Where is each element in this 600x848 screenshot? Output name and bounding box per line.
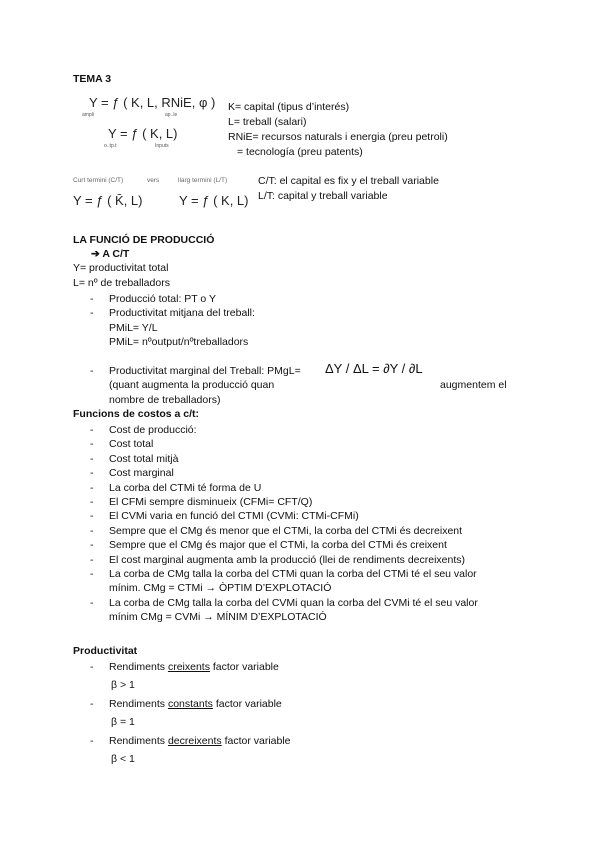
vs-label: vers: [147, 177, 160, 184]
list-item: - El CFMi sempre disminueix (CFMi= CFT/Q): [90, 495, 570, 509]
formula-input-caption: ap..le: [165, 112, 178, 118]
list-item-continuation: mínim. CMg = CTMi → ÒPTIM D’EXPLOTACIÓ: [109, 582, 332, 595]
beta-condition: β < 1: [111, 753, 135, 766]
long-term-formula: Y = ƒ ( K, L): [179, 193, 249, 208]
short-term-formula: Y = ƒ ( K̄, L): [73, 193, 143, 208]
marginal-note-line1: (quant augmenta la producció quan: [109, 379, 275, 391]
list-item: - Rendiments decreixents factor variable: [90, 734, 570, 748]
list-item: - La corba de CMg talla la corba del CVMi quan la corba del CVMi té el seu valor: [90, 596, 570, 610]
returns-key: decreixents: [167, 734, 222, 747]
short-term-note: C/T: el capital es fix y el treball variable: [258, 175, 439, 187]
list-item: - Sempre que el CMg és menor que el CTMi, la corba del CTMi és decreixent: [90, 524, 570, 538]
formula-output-caption: ampli: [82, 112, 94, 118]
short-production-formula: Y = ƒ ( K, L): [108, 126, 178, 141]
page-title: TEMA 3: [73, 73, 112, 85]
returns-key: constants: [167, 697, 213, 710]
list-item: - La corba de CMg talla la corba del CTMi quan la corba del CTMi té el seu valor: [90, 567, 570, 581]
pmil-formula-1: PMiL= Y/L: [109, 321, 158, 334]
def-workers: L= nº de treballadors: [73, 277, 170, 289]
list-item: - Cost marginal: [90, 466, 570, 480]
list-item: - Rendiments constants factor variable: [90, 697, 570, 711]
marginal-productivity-formula: ΔY / ΔL = ∂Y / ∂L: [325, 361, 423, 376]
list-item: - Rendiments creixents factor variable: [90, 660, 570, 674]
list-item: - Cost total mitjà: [90, 452, 570, 466]
def-capital: K= capital (tipus d’interés): [228, 101, 350, 113]
production-function-formula: Y = ƒ ( K, L, RNiE, φ ): [89, 95, 216, 110]
marginal-productivity-label: Productivitat marginal del Treball: PMgL=: [109, 365, 301, 377]
list-item: - Sempre que el CMg és major que el CTMi, la corba del CTMi és creixent: [90, 538, 570, 552]
list-item: - La corba del CTMi té forma de U: [90, 481, 570, 495]
def-total-productivity: Y= productivitat total: [73, 262, 169, 274]
pmil-formula-2: PMiL= nºoutput/nºtreballadors: [109, 336, 249, 349]
short-formula-output-caption: o..tp.t: [104, 143, 117, 149]
returns-key: creixents: [167, 661, 210, 673]
list-item: - Cost de producció:: [90, 423, 570, 437]
def-labor: L= treball (salari): [228, 116, 307, 128]
section-heading-production: LA FUNCIÓ DE PRODUCCIÓ: [73, 234, 215, 246]
list-item: - El cost marginal augmenta amb la producció (llei de rendiments decreixents): [90, 553, 570, 567]
list-item: - Productivitat mitjana del treball:: [90, 306, 570, 320]
marginal-note-line1-end: augmentem el: [440, 379, 507, 391]
long-term-note: L/T: capital y treball variable: [258, 190, 388, 202]
beta-condition: β > 1: [111, 679, 135, 692]
list-item: - Producció total: PT o Y: [90, 292, 570, 306]
beta-condition: β = 1: [111, 716, 135, 729]
subheading-short-term: ➔ A C/T: [91, 248, 130, 260]
marginal-note-line2: nombre de treballadors): [109, 394, 221, 406]
short-term-label: Curt termini (C/T): [73, 177, 124, 184]
productivity-heading: Productivitat: [73, 645, 138, 657]
costs-heading: Funcions de costos a c/t:: [73, 408, 200, 420]
def-resources: RNiE= recursos naturals i energia (preu petroli): [228, 131, 448, 143]
costs-list: [90, 423, 570, 625]
def-technology: = tecnología (preu patents): [237, 146, 363, 158]
list-item-continuation: mínim CMg = CVMi → MÍNIM D’EXPLOTACIÓ: [109, 611, 327, 624]
list-item: - El CVMi varia en funció del CTMI (CVMi: CTMi-CFMi): [90, 509, 570, 523]
returns-list: [90, 660, 570, 766]
long-term-label: llarg termini (L/T): [178, 177, 228, 184]
production-list: [90, 292, 570, 350]
short-formula-input-caption: Inputs: [155, 143, 169, 149]
list-item: - Productivitat marginal del Treball: PMgL=: [90, 365, 301, 377]
list-item: - Cost total: [90, 437, 570, 451]
